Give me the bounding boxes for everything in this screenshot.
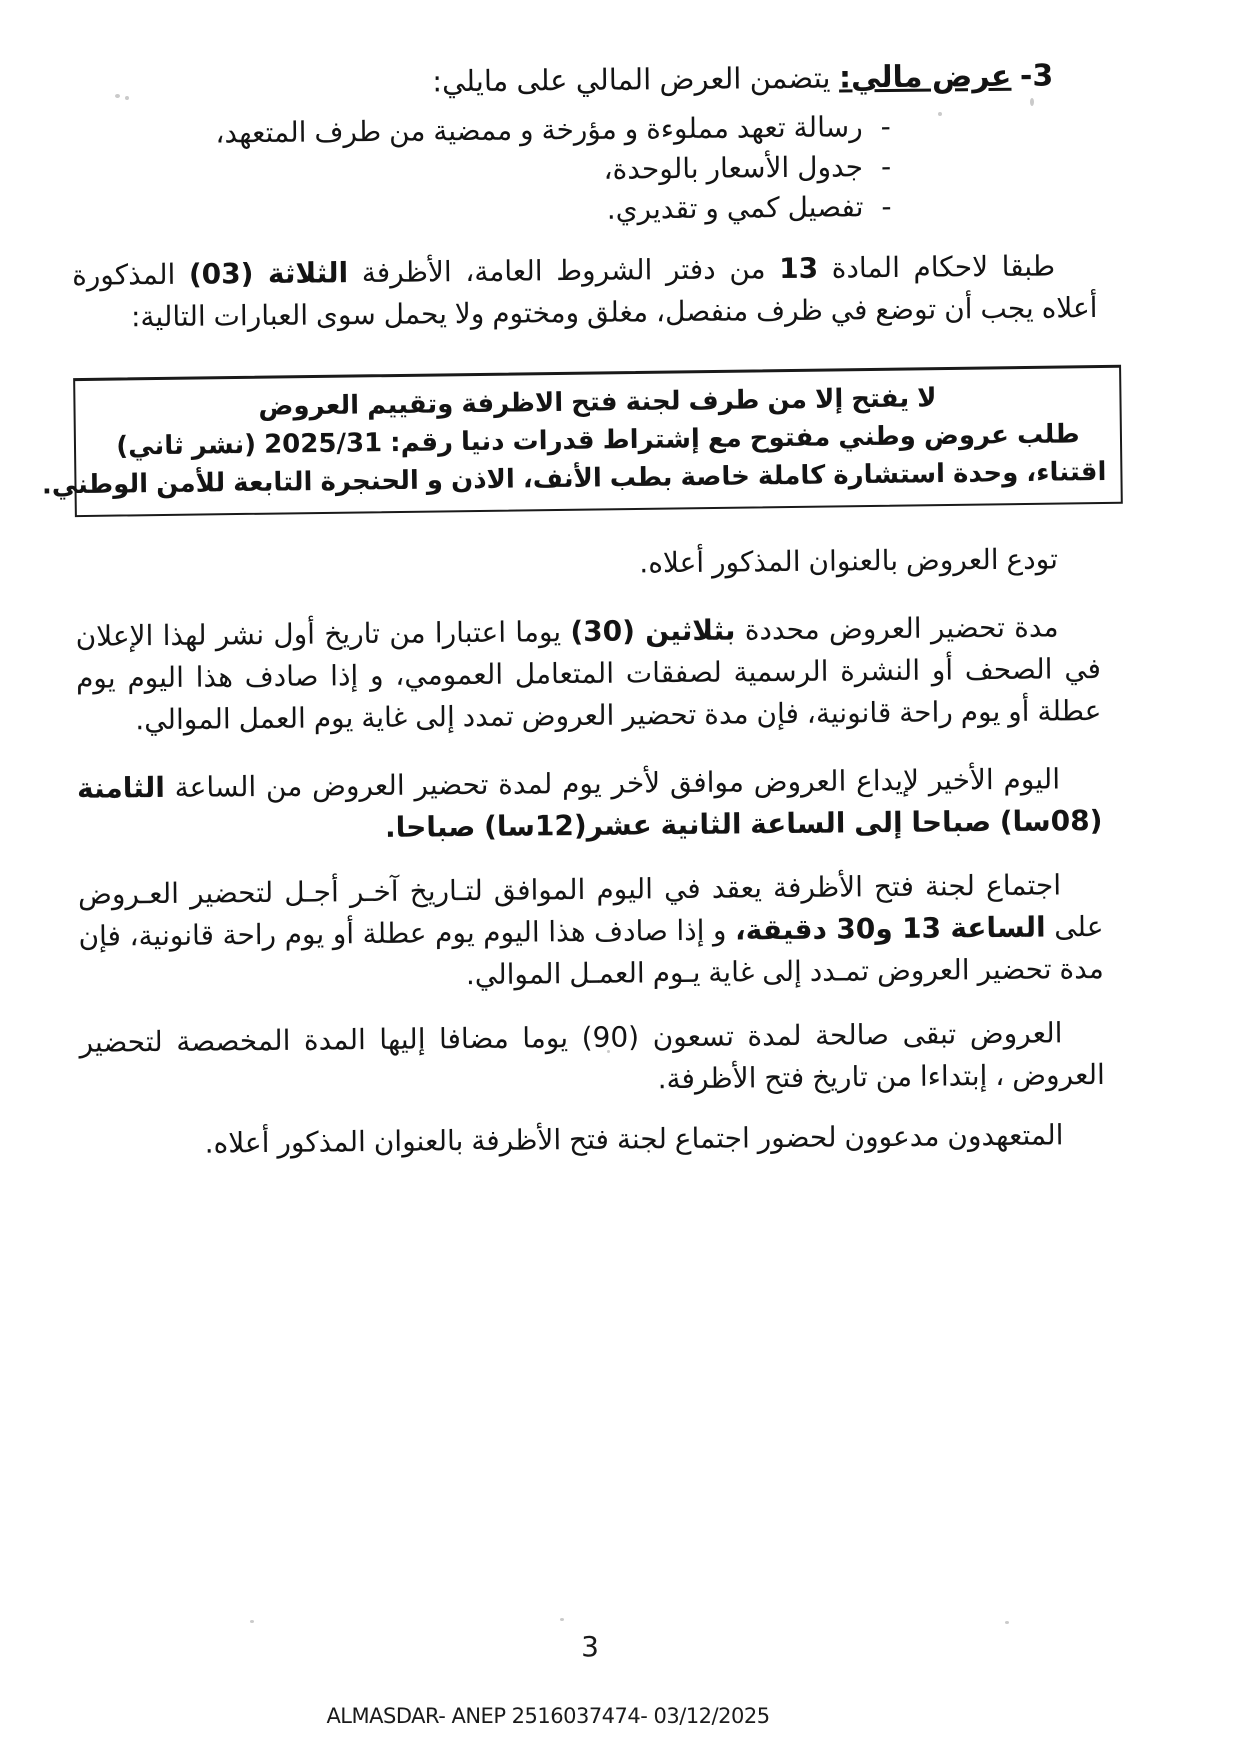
scan-speck bbox=[607, 1050, 610, 1053]
section-title: عرض مالي: bbox=[838, 58, 1012, 96]
notice-box-line2: طلب عروض وطني مفتوح مع إشتراط قدرات دنيا رقم: 2025/31 (نشر ثاني) bbox=[116, 419, 1080, 462]
scan-speck bbox=[1030, 98, 1034, 106]
bullet-list bbox=[71, 105, 1097, 235]
paragraph-invitation: المتعهدون مدعوون لحضور اجتماع لجنة فتح الأظرفة بالعنوان المذكور أعلاه. bbox=[204, 1118, 1064, 1160]
footer-publication-line: ALMASDAR- ANEP 2516037474- 03/12/2025 bbox=[326, 1704, 770, 1728]
notice-box-line1: لا يفتح إلا من طرف لجنة فتح الاظرفة وتقييم العروض bbox=[258, 383, 937, 422]
paragraph-preparation-period bbox=[75, 606, 1101, 742]
paragraph-text: من دفتر الشروط العامة، الأظرفة bbox=[348, 252, 780, 290]
section-number: 3- bbox=[1019, 58, 1054, 94]
scan-speck bbox=[250, 1620, 254, 1623]
bullet-marker: - bbox=[880, 149, 892, 184]
paragraph-text: مدة تحضير العروض محددة bbox=[735, 610, 1059, 647]
paragraph-last-deposit-day bbox=[77, 758, 1103, 852]
paragraph-text: يوما اعتبارا من تاريخ أول نشر لهذا الإعلان في الصحف أو النشرة الرسمية لصفقات المتعامل العمومي، و إذا صادف هذا اليوم يوم عطلة أو يوم راحة قانونية، فإن مدة تحضير العروض تمدد إلى غاية يوم العمل الموالي. bbox=[75, 615, 1102, 737]
paragraph-text: المذكورة أعلاه يجب أن توضع في ظرف منفصل، مغلق ومختوم ولا يحمل سوى العبارات التالية: bbox=[71, 257, 1098, 334]
paragraph-deposit: تودع العروض بالعنوان المذكور أعلاه. bbox=[639, 542, 1059, 580]
paragraph-opening-meeting bbox=[78, 864, 1104, 1000]
list-item bbox=[71, 187, 891, 235]
paragraph-text-bold: 13 bbox=[779, 251, 819, 286]
scan-speck bbox=[115, 94, 120, 98]
paragraph-text-bold: الساعة 13 و30 دقيقة، bbox=[734, 910, 1046, 947]
bullet-marker: - bbox=[880, 109, 891, 144]
document-content bbox=[41, 48, 1107, 1166]
notice-box-line3: اقتناء، وحدة استشارة كاملة خاصة بطب الأنف، الاذن و الحنجرة التابعة للأمن الوطني. bbox=[41, 456, 1107, 501]
paragraph-text: و إذا صادف هذا اليوم يوم عطلة أو يوم راحة قانونية، فإن مدة تحضير العروض تمـدد إلى غاية يـوم العمـل الموالي. bbox=[78, 913, 1104, 992]
paragraph-text-bold: الثلاثة (03) bbox=[188, 256, 349, 291]
section-heading-rest: يتضمن العرض المالي على مايلي: bbox=[432, 60, 831, 99]
bullet-marker: - bbox=[881, 189, 892, 224]
paragraph-text: اجتماع لجنة فتح الأظرفة يعقد في اليوم الموافق لتـاريخ آخـر أجـل لتحضير العـروض على bbox=[77, 868, 1104, 944]
section-heading bbox=[70, 54, 1095, 107]
scan-speck bbox=[938, 112, 942, 116]
paragraph-text-bold: الثامنة (08سا) صباحا إلى الساعة الثانية عشر(12سا) صباحا. bbox=[76, 770, 1103, 844]
list-item-text: جدول الأسعار بالوحدة، bbox=[603, 150, 864, 186]
scan-speck bbox=[125, 96, 129, 100]
scan-speck bbox=[1005, 1621, 1009, 1624]
envelope-notice-box bbox=[41, 365, 1123, 517]
paragraph-envelopes bbox=[72, 245, 1098, 339]
paragraph-text-bold: بثلاثين (30) bbox=[570, 613, 736, 649]
paragraph-offers-validity: العروض تبقى صالحة لمدة تسعون (90) يوما مضافا إليها المدة المخصصة لتحضير العروض ، إبتداءا من تاريخ فتح الأظرفة. bbox=[79, 1016, 1106, 1096]
paragraph-text: طبقا لاحكام المادة bbox=[817, 249, 1056, 285]
scan-speck bbox=[560, 1618, 564, 1621]
list-item-text: تفصيل كمي و تقديري. bbox=[606, 190, 864, 226]
paragraph-text: اليوم الأخير لإيداع العروض موافق لأخر يوم لمدة تحضير العروض من الساعة bbox=[164, 762, 1061, 804]
page-number: 3 bbox=[581, 1630, 599, 1663]
list-item-text: رسالة تعهد مملوءة و مؤرخة و ممضية من طرف المتعهد، bbox=[215, 110, 863, 150]
